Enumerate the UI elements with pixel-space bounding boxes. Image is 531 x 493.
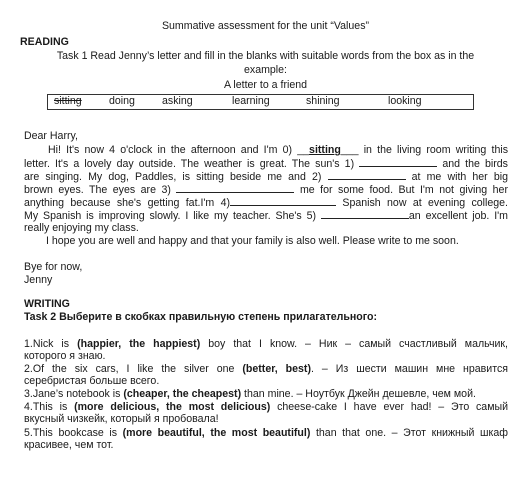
blank-3[interactable] [176,183,294,193]
letter-title: A letter to a friend [223,79,308,91]
exercise-item-cont: красивее, чем тот. [24,439,114,451]
task2-instruction: Task 2 Выберите в скобках правильную степень прилагательного: [24,311,378,323]
letter-line: Hi! It's now 4 o'clock in the afternoon and I'm 0) __sitting___ in the living room writing this [48,144,508,156]
word-option: shining [306,95,340,107]
exercise-item: 2.Of the six cars, I like the silver one (better, best). – Из шести машин мне нравится [24,363,508,375]
letter-signature: Jenny [24,274,53,286]
task1-instruction: Task 1 Read Jenny’s letter and fill in the blanks with suitable words from the box as in the [56,50,475,62]
blank-4[interactable] [230,196,336,206]
letter-line: are singing. My dog, Paddles, is sitting beside me and 2) at me with her big [24,171,508,183]
writing-heading: WRITING [24,298,70,310]
letter-closing: I hope you are well and happy and that your family is also well. Please write to me soon. [46,235,459,247]
exercise-item: 3.Jane’s notebook is (cheaper, the cheapest) than mine. – Ноутбук Джейн дешевле, чем мой. [24,388,476,400]
blank-2[interactable] [328,170,406,180]
word-example: sitting [54,95,82,107]
reading-heading: READING [20,36,69,48]
letter-line: really enjoying my class. [24,222,139,234]
word-option: asking [162,95,193,107]
page-title: Summative assessment for the unit “Values” [161,20,370,32]
exercise-item: 1.Nick is (happier, the happiest) boy that I know. – Ник – самый счастливый мальчик, [24,338,508,350]
blank-5[interactable] [321,209,409,219]
letter-line: letter. It's a lovely day outside. The weather is great. The sun's 1) and the birds [24,158,508,170]
letter-line: My Spanish is improving slowly. I like my teacher. She's 5) an excellent job. I'm [24,210,509,222]
exercise-item: 5.This bookcase is (more beautiful, the most beautiful) than that one. – Этот книжный шкаф [24,427,509,439]
letter-line: anything because she's getting fat.I'm 4) Spanish now at evening college. [24,197,508,209]
example-answer: sitting [309,144,341,156]
exercise-item-cont: вкусный чизкейк, который я пробовала! [24,413,219,425]
word-option: doing [109,95,135,107]
letter-line: brown eyes. The eyes are 3) me for some food. But I'm not giving her [24,184,508,196]
word-option: learning [232,95,270,107]
exercise-item-cont: которого я знаю. [24,350,106,362]
word-box [47,94,474,110]
exercise-item-cont: серебристая больше всего. [24,375,160,387]
blank-1[interactable] [359,157,437,167]
task1-instruction-cont: example: [244,64,287,76]
letter-greeting: Dear Harry, [24,130,78,142]
exercise-item: 4.This is (more delicious, the most delicious) cheese-cake I have ever had! – Это самый [24,401,509,413]
word-option: looking [388,95,422,107]
letter-signoff: Bye for now, [24,261,83,273]
